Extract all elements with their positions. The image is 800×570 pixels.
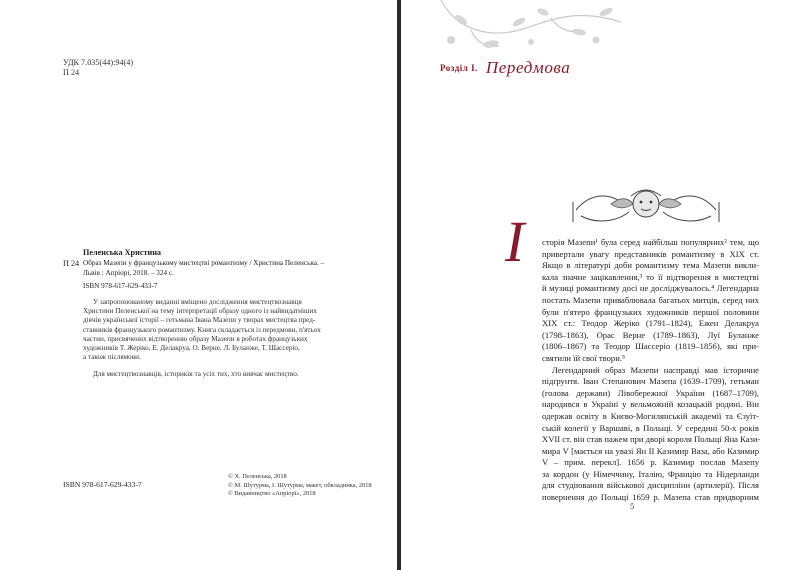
vine-ornament-icon <box>431 0 631 55</box>
text-line: одержав освіту в Києво-Могилянській академії та Єзуїт- <box>542 410 759 421</box>
cherub-ornament-icon <box>571 182 721 230</box>
abstract-line: діячів української історії – гетьмана Івана Мазепи у творах мистецтва пред- <box>83 316 316 325</box>
text-line: святили їй свої твори.⁵ <box>542 352 625 363</box>
body-text <box>542 237 759 504</box>
text-line: Якщо в літературі доби романтизму тема Мазепи викли- <box>542 260 759 271</box>
text-line: ській колегії у Варшаві, в Польщі. У середині 50-х років <box>542 422 759 433</box>
catalog-card-publication: Львів : Апріорі, 2018. – 324 с. <box>83 269 174 277</box>
chapter-title: Передмова <box>485 58 571 77</box>
chapter-heading <box>440 58 570 78</box>
text-line: (голова держави) Лівобережної України (1687–1709), <box>542 387 759 398</box>
copyright-block <box>228 473 372 499</box>
left-page <box>0 0 397 570</box>
catalog-card-description: Образ Мазепи у французькому мистецтві романтизму / Христина Пеленська. – <box>83 259 325 267</box>
text-line: підґрунтя. Іван Степанович Мазепа (1639–1709), гетьман <box>542 376 759 387</box>
catalog-card-isbn: ISBN 978-617-629-433-7 <box>83 282 158 290</box>
text-line: за кордон (у Німеччину, Італію, Францію та Нідерланди <box>542 468 759 479</box>
copyright-line: © М. Шутурма, І. Шутурма, макет, обкладинка, 2018 <box>228 481 372 489</box>
abstract-line: художників Т. Жеріко, Е. Делакруа, О. Верне, Л. Буланже, Т. Шассеріо, <box>83 344 300 353</box>
text-line: ХІХ ст.: Теодор Жеріко (1791–1824), Ежен Делакруа <box>542 318 759 329</box>
udk-code: УДК 7.035(44):94(4) <box>63 58 134 67</box>
text-line: XVII ст. він став пажем при дворі короля Польщі Яна Кази- <box>542 434 761 445</box>
text-line: мира V [мається на увазі Ян ІІ Казимир Ваза, або Казимир <box>542 445 759 456</box>
text-line: (1798–1863), Орас Верне (1789–1863), Луї Буланже <box>542 329 759 340</box>
text-line: сторія Мазепи¹ була серед найбільш популярних² тем, що <box>542 237 759 247</box>
page-number: 5 <box>630 501 635 511</box>
drop-cap: І <box>505 209 525 274</box>
text-line: були п'ятеро французьких художників першої половини <box>542 306 759 317</box>
copyright-line: © Видавництво «Апріорі», 2018 <box>228 490 316 498</box>
text-line: народився в Україні у вельможній козацькій родині. Він <box>542 399 759 410</box>
text-line: V – прим. перекл]. 1656 р. Казимир послав Мазепу <box>542 457 759 468</box>
bottom-isbn: ISBN 978-617-629-433-7 <box>63 480 142 489</box>
text-line: й музиці романтизму досі не досліджувалось.⁴ Легендарна <box>542 283 759 294</box>
abstract-line: У запропонованому виданні вміщено дослідження мистецтвознавця <box>93 298 302 306</box>
abstract-line: ставників французького романтизму. Книга складається із передмови, п'ятьох <box>83 325 321 334</box>
text-line: для студіювання військової дисципліни (артилерії). Після <box>542 480 759 491</box>
abstract-line: а також післямови. <box>83 353 141 362</box>
chapter-label: Розділ І. <box>440 63 478 73</box>
text-line: повернення до Польщі 1659 р. Мазепа став придворним <box>542 492 759 503</box>
abstract-line: Христини Пеленської на тему інтерпретації образу одного із найвидатніших <box>83 307 317 316</box>
text-line: кала значне зацікавлення,³ то її відтворення в мистецтві <box>542 271 759 282</box>
right-page <box>401 0 800 570</box>
text-line: постать Мазепи приваблювала багатьох митців, серед них <box>542 294 759 305</box>
text-line: (1806–1867) та Теодор Шассеріо (1819–1856), які при- <box>542 341 759 352</box>
classification-code: П 24 <box>63 68 80 77</box>
audience-note: Для мистецтвознавців, істориків та усіх тих, хто вивчає мистецтво. <box>93 370 299 378</box>
abstract <box>83 298 368 362</box>
abstract-line: частин, присвячених відтворенню образу Мазепи в роботах французьких <box>83 334 308 343</box>
text-line: Легендарний образ Мазепи насправді мав історичне <box>552 364 759 375</box>
catalog-card-author: Пеленська Христина <box>83 248 162 257</box>
copyright-line: © Х. Пеленська, 2018 <box>228 473 287 480</box>
catalog-card-code: П 24 <box>63 259 80 268</box>
text-line: привертали увагу представників романтизму в ХІХ ст. <box>542 248 759 259</box>
